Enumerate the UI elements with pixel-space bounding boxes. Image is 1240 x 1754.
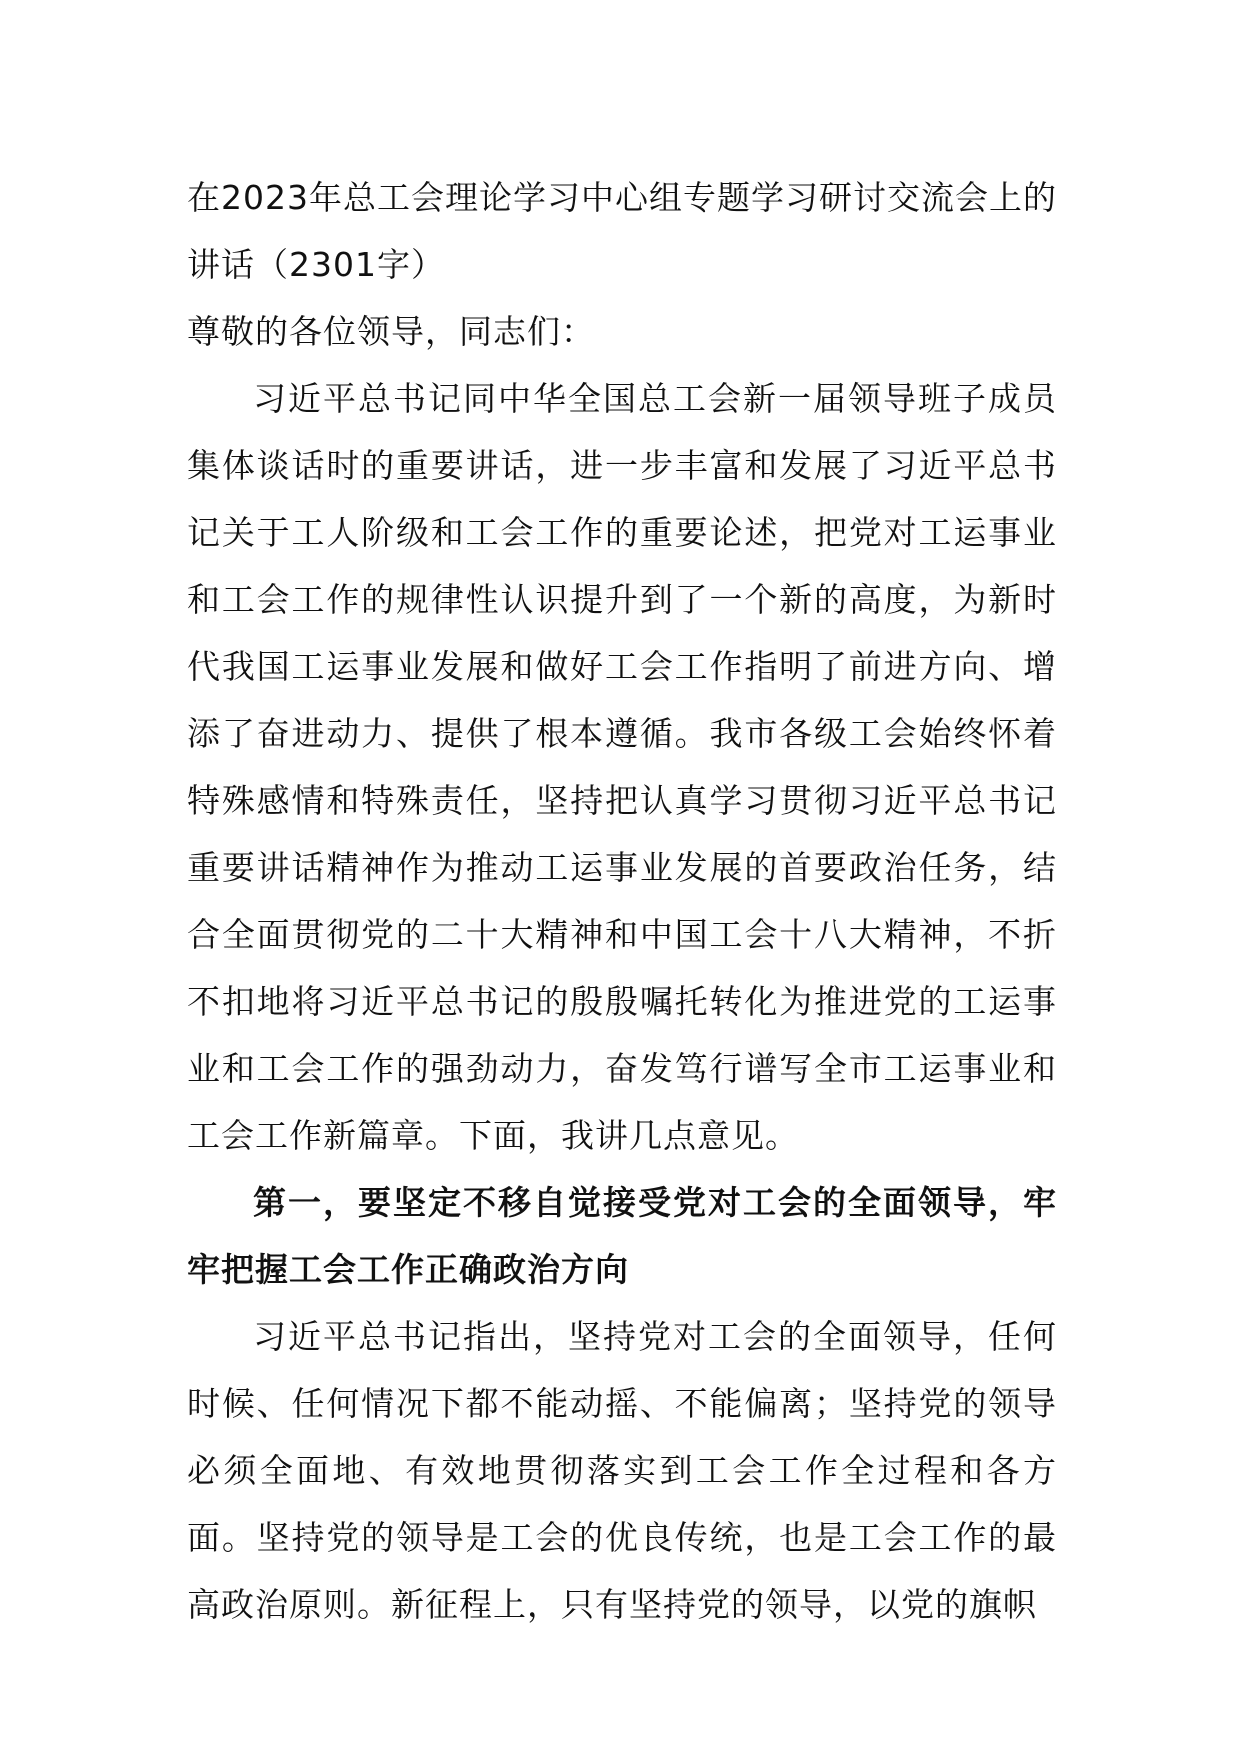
section-1-paragraph: 习近平总书记指出，坚持党对工会的全面领导，任何时候、任何情况下都不能动摇、不能偏离；坚持党的领导必须全面地、有效地贯彻落实到工会工作全过程和各方面。坚持党的领导是工会的优良传统，也是工会工作的最高政治原则。新征程上，只有坚持党的领导，以党的旗帜 [187, 1317, 1057, 1624]
document-title: 在2023年总工会理论学习中心组专题学习研讨交流会上的讲话（2301字） [187, 178, 1057, 284]
intro-paragraph: 习近平总书记同中华全国总工会新一届领导班子成员集体谈话时的重要讲话，进一步丰富和发展了习近平总书记关于工人阶级和工会工作的重要论述，把党对工运事业和工会工作的规律性认识提升到了一个新的高度，为新时代我国工运事业发展和做好工会工作指明了前进方向、增添了奋进动力、提供了根本遵循。我市各级工会始终怀着特殊感情和特殊责任，坚持把认真学习贯彻习近平总书记重要讲话精神作为推动工运事业发展的首要政治任务，结合全面贯彻党的二十大精神和中国工会十八大精神，不折不扣地将习近平总书记的殷殷嘱托转化为推进党的工运事业和工会工作的强劲动力，奋发笃行谱写全市工运事业和工会工作新篇章。下面，我讲几点意见。 [187, 379, 1057, 1155]
section-heading-1: 第一，要坚定不移自觉接受党对工会的全面领导，牢牢把握工会工作正确政治方向 [187, 1183, 1057, 1289]
document-body [187, 164, 1057, 1638]
salutation: 尊敬的各位领导，同志们： [187, 312, 595, 351]
